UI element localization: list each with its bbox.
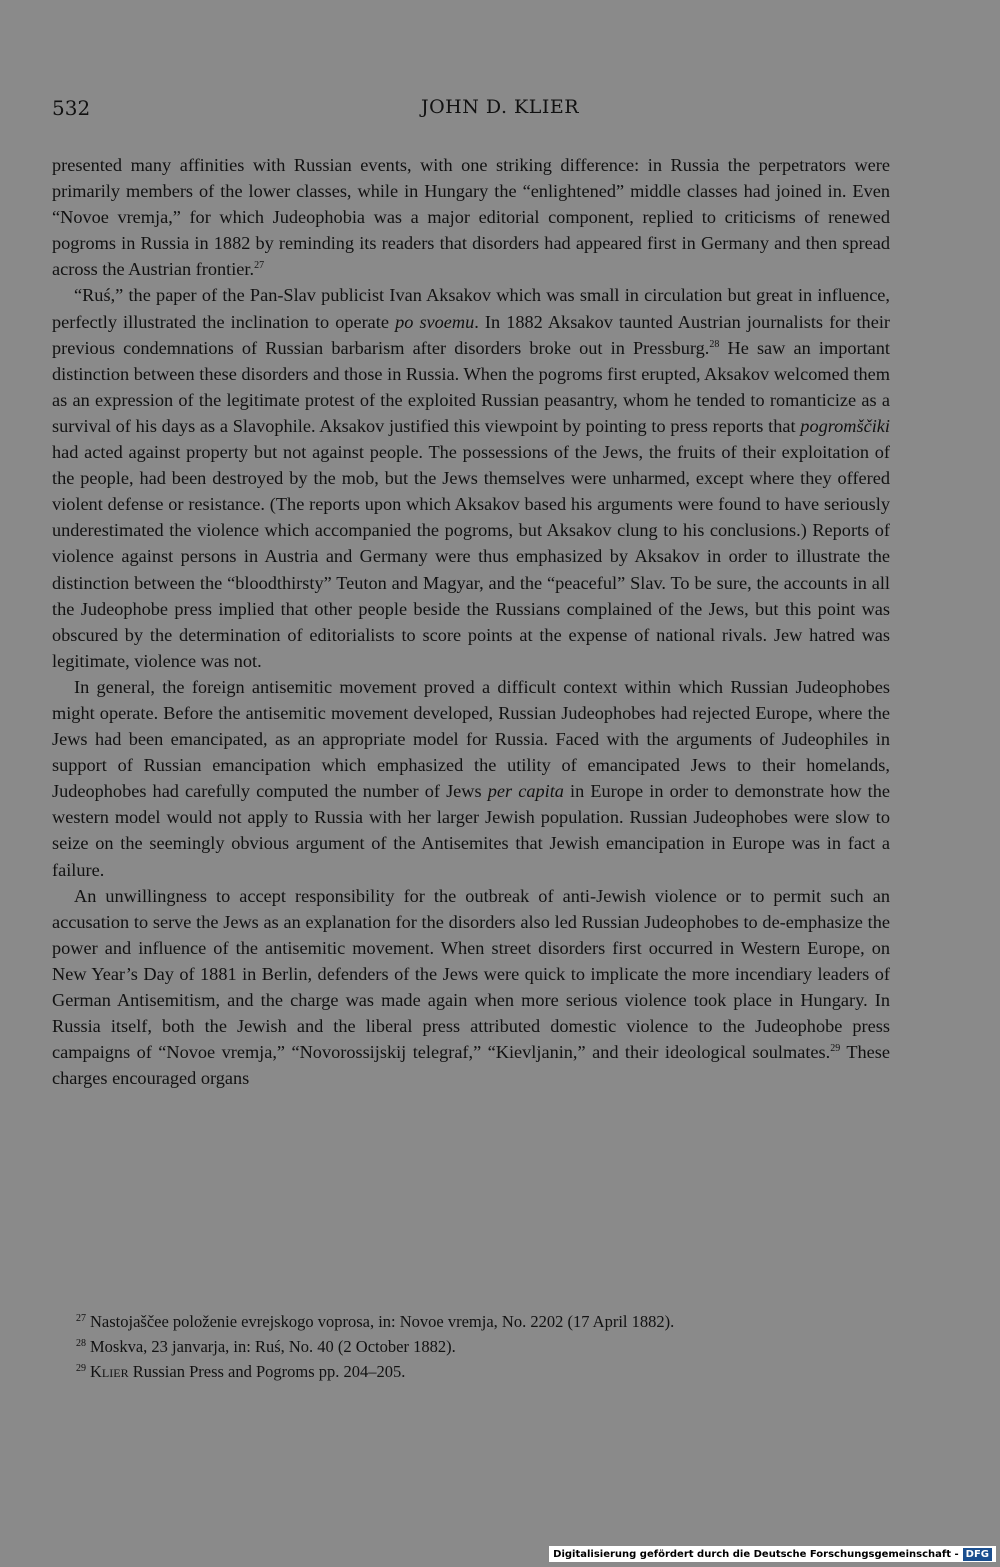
- footnote-ref: 28: [709, 338, 720, 350]
- text-run: Moskva, 23 janvarja, in: Ruś, No. 40 (2 October 1882).: [90, 1337, 456, 1356]
- paragraph: [52, 883, 890, 1092]
- author-name: Klier: [90, 1362, 129, 1381]
- footnotes: [52, 1308, 890, 1383]
- funding-notice: [549, 1546, 996, 1562]
- footnote-text: [90, 1337, 456, 1356]
- dfg-logo: DFG: [963, 1548, 992, 1561]
- text-run: presented many affinities with Russian events, with one striking difference: in Russia the perpetrators were primarily members of the lower classes, while in Hungary the “enlightened” middle classes had joined in. Even “Novoe vremja,” for which Judeophobia was a major editorial component, replied to criticisms of renewed pogroms in Russia in 1882 by reminding its readers that disorders had appeared first in Germany and then spread across the Austrian frontier.: [52, 155, 890, 280]
- italic-text: per capita: [487, 781, 564, 802]
- text-run: “Ruś,” the paper of the Pan-Slav publicist Ivan Aksakov which was small in circulation but great in influence, perfectly illustrated the inclination to operate: [52, 285, 890, 332]
- text-run: in Europe in order to demonstrate how the western model would not apply to Russia with her larger Jewish population. Russian Judeophobes were slow to seize on the seemingly obvious argument of the Antisemites that Jewish emancipation in Europe was in fact a failure.: [52, 781, 890, 880]
- paragraph: [52, 152, 890, 282]
- page-number: 532: [52, 96, 91, 120]
- footnote-ref: 27: [254, 260, 265, 272]
- footnote-text: [90, 1362, 405, 1381]
- footnote-number: 29: [76, 1363, 86, 1374]
- funding-notice-text: Digitalisierung gefördert durch die Deutsche Forschungsgemeinschaft -: [553, 1548, 959, 1560]
- text-run: had acted against property but not against people. The possessions of the Jews, the fruits of their exploitation of the people, had been destroyed by the mob, but the Jews themselves were unharmed, except where they offered violent defense or resistance. (The reports upon which Aksakov based his arguments were found to have seriously underestimated the violence which accompanied the pogroms, but Aksakov clung to his conclusions.) Reports of violence against persons in Austria and Germany were thus emphasized by Aksakov in order to illustrate the distinction between the “bloodthirsty” Teuton and Magyar, and the “peaceful” Slav. To be sure, the accounts in all the Judeophobe press implied that other people beside the Russians complained of the Jews, but this point was obscured by the determination of editorialists to score points at the expense of national rivals. Jew hatred was legitimate, violence was not.: [52, 442, 890, 671]
- text-run: An unwillingness to accept responsibility for the outbreak of anti-Jewish violence or to permit such an accusation to serve the Jews as an explanation for the disorders also led Russian Judeophobes to de-emphasize the power and influence of the antisemitic movement. When street disorders first occurred in Western Europe, on New Year’s Day of 1881 in Berlin, defenders of the Jews were quick to implicate the more incendiary leaders of German Antisemitism, and the charge was made again when more serious violence took place in Hungary. In Russia itself, both the Jewish and the liberal press attributed domestic violence to the Judeophobe press campaigns of “Novoe vremja,” “Novorossijskij telegraf,” “Kievljanin,” and their ideological soulmates.: [52, 885, 890, 1063]
- text-run: . In 1882 Aksakov taunted Austrian journalists for their previous condemnations of Russian barbarism after disorders broke out in Pressburg.: [52, 311, 890, 358]
- footnote: [52, 1333, 890, 1358]
- text-run: He saw an important distinction between these disorders and those in Russia. When the pogroms first erupted, Aksakov welcomed them as an expression of the legitimate protest of the exploited Russian peasantry, whom he tended to romanticize as a survival of his days as a Slavophile. Aksakov justified this viewpoint by pointing to press reports that: [52, 337, 890, 436]
- text-run: Nastojaščee položenie evrejskogo voprosa, in: Novoe vremja, No. 2202 (17 April 1882).: [90, 1312, 675, 1331]
- running-head: JOHN D. KLIER: [420, 96, 580, 118]
- italic-text: pogromščiki: [800, 415, 890, 436]
- footnote-ref: 29: [830, 1043, 841, 1055]
- paragraph: [52, 674, 890, 883]
- footnote: [52, 1358, 890, 1383]
- text-run: These charges encouraged organs: [52, 1042, 890, 1089]
- footnote: [52, 1308, 890, 1333]
- body-text: [52, 152, 890, 1091]
- text-run: In general, the foreign antisemitic movement proved a difficult context within which Russian Judeophobes might operate. Before the antisemitic movement developed, Russian Judeophobes had rejected Europe, where the Jews had been emancipated, as an appropriate model for Russia. Faced with the arguments of Judeophiles in support of Russian emancipation which emphasized the utility of emancipated Jews to their homelands, Judeophobes had carefully computed the number of Jews: [52, 676, 890, 802]
- text-run: Russian Press and Pogroms pp. 204–205.: [128, 1362, 406, 1381]
- paragraph: [52, 282, 890, 673]
- italic-text: po svoemu: [395, 311, 475, 332]
- footnote-number: 28: [76, 1338, 86, 1349]
- footnote-number: 27: [76, 1313, 86, 1324]
- footnote-text: [90, 1312, 674, 1331]
